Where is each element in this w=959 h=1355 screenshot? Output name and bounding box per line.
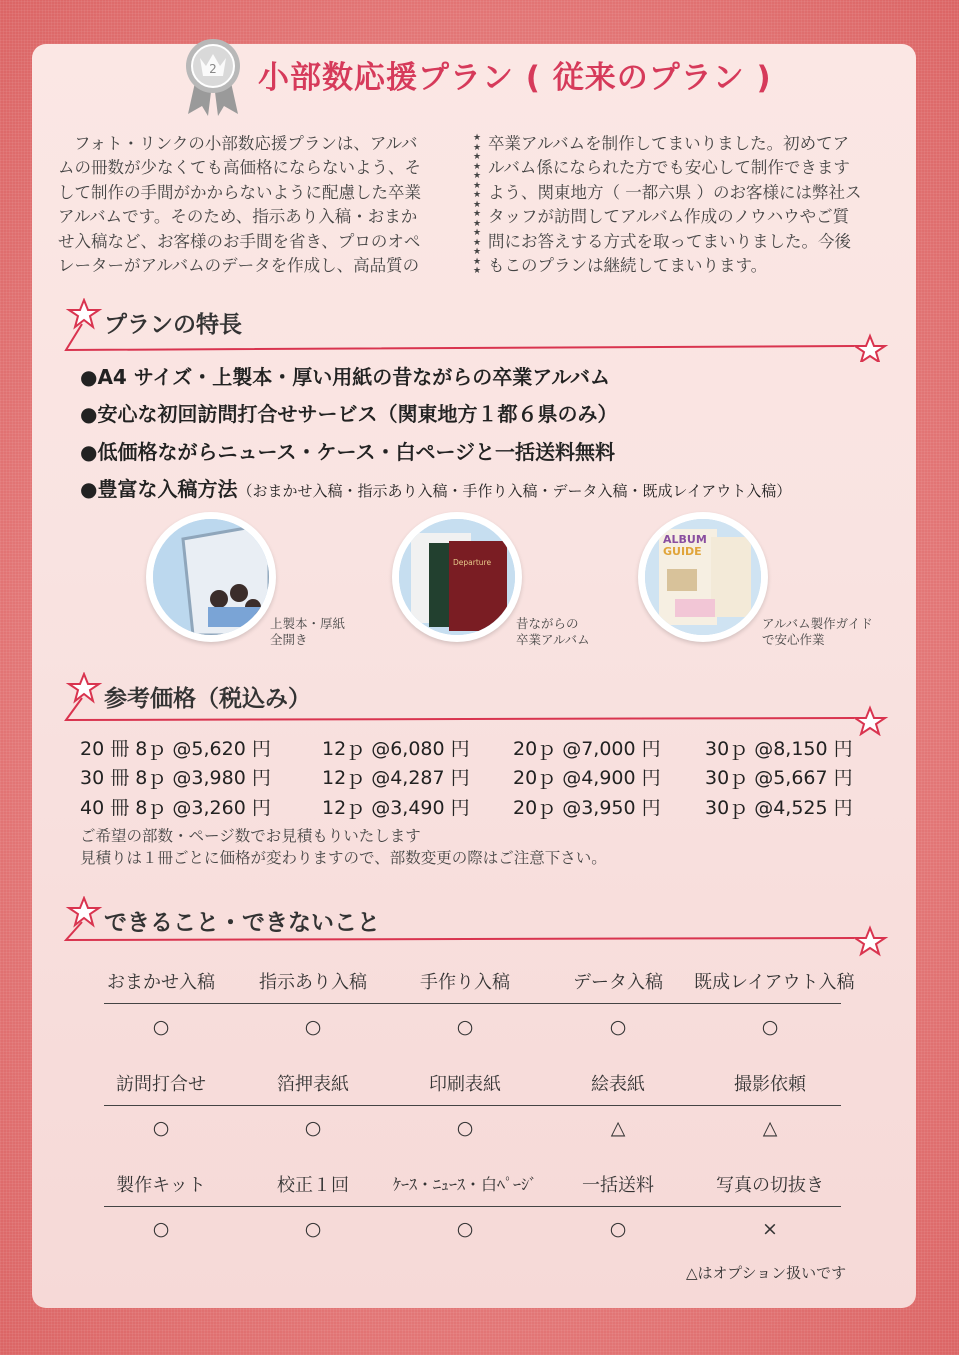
section-title: プランの特長 <box>104 312 242 338</box>
section-heading-abilities <box>62 896 892 956</box>
ability-mark: ○ <box>456 1117 474 1139</box>
intro-line: して制作の手間がかからないように配慮した卒業 <box>58 182 421 202</box>
intro-right <box>488 132 898 278</box>
ability-mark: ○ <box>609 1016 627 1038</box>
table-divider <box>104 1003 841 1004</box>
ability-mark: ○ <box>456 1016 474 1038</box>
ability-label: 指示あり入稿 <box>259 972 367 993</box>
intro-left <box>58 132 468 278</box>
ability-label: 箔押表紙 <box>277 1074 349 1095</box>
ability-label: 校正１回 <box>277 1175 349 1196</box>
ability-mark: ○ <box>152 1117 170 1139</box>
intro-line: よう、関東地方（ 一都六県 ）のお客様には弊社ス <box>488 182 862 202</box>
ability-label: 製作キット <box>116 1175 206 1196</box>
price-cell: 12ｐ @6,080 円 <box>322 738 470 760</box>
guide-text: ALBUM <box>663 533 707 546</box>
intro-line: 卒業アルバムを制作してまいりました。初めてア <box>488 134 850 153</box>
ability-label: 既成レイアウト入稿 <box>694 972 855 993</box>
ability-mark: ○ <box>609 1218 627 1240</box>
section-title: 参考価格（税込み） <box>104 686 311 712</box>
price-cell: 20ｐ @3,950 円 <box>513 797 661 819</box>
star-divider: ★ ★ ★ ★ ★ ★ ★ ★ ★ ★ ★ ★ ★ ★ ★ <box>472 133 482 276</box>
ability-label: 絵表紙 <box>591 1074 645 1095</box>
ability-label: おまかせ入稿 <box>107 972 215 993</box>
album-page-image <box>153 519 269 635</box>
ability-mark: ○ <box>304 1016 322 1038</box>
feature-main: ●豊富な入稿方法 <box>80 477 238 501</box>
photo-classic-album <box>392 512 522 642</box>
ability-label: 撮影依頼 <box>734 1074 806 1095</box>
ability-mark: ○ <box>761 1016 779 1038</box>
intro-line: フォト・リンクの小部数応援プランは、アルバ <box>74 134 418 153</box>
ability-label: 手作り入稿 <box>420 972 510 993</box>
table-divider <box>104 1105 841 1106</box>
caption-line: 上製本・厚紙 <box>270 616 346 631</box>
ability-mark: ○ <box>152 1218 170 1240</box>
ability-label: 写真の切抜き <box>716 1175 824 1196</box>
price-cell: 12ｐ @4,287 円 <box>322 767 470 789</box>
ability-mark: ○ <box>304 1218 322 1240</box>
section-heading-prices <box>62 672 892 732</box>
book-image <box>399 519 515 635</box>
feature-item: ●A4 サイズ・上製本・厚い用紙の昔ながらの卒業アルバム <box>80 365 611 389</box>
feature-item: ●低価格ながらニュース・ケース・白ページと一括送料無料 <box>80 440 616 464</box>
caption-line: 卒業アルバム <box>516 632 590 647</box>
photo-hardcover <box>146 512 276 642</box>
ability-mark: △ <box>610 1117 626 1139</box>
price-cell: 30ｐ @5,667 円 <box>705 767 853 789</box>
price-cell: 20ｐ @7,000 円 <box>513 738 661 760</box>
price-note: ご希望の部数・ページ数でお見積もりいたします <box>80 827 421 845</box>
ability-mark: × <box>762 1218 778 1240</box>
price-note: 見積りは１冊ごとに価格が変わりますので、部数変更の際はご注意下さい。 <box>80 849 607 867</box>
feature-item <box>80 473 791 502</box>
caption-line: 昔ながらの <box>516 616 579 631</box>
badge-number: 2 <box>209 62 217 76</box>
intro-line: 問にお答えする方式を取ってまいりました。今後 <box>488 231 851 251</box>
intro-line: アルバムです。そのため、指示あり入稿・おまか <box>58 207 418 227</box>
caption-line: 全開き <box>270 632 308 647</box>
photo-caption <box>762 616 873 648</box>
price-cell: 30ｐ @8,150 円 <box>705 738 853 760</box>
page-title: 小部数応援プラン ( 従来のプラン ) <box>258 60 772 96</box>
ability-label: 一括送料 <box>582 1175 654 1196</box>
price-cell: 30ｐ @4,525 円 <box>705 797 853 819</box>
guide-text: GUIDE <box>663 545 702 558</box>
price-cell: 40 冊 8ｐ @3,260 円 <box>80 797 271 819</box>
table-divider <box>104 1206 841 1207</box>
section-title: できること・できないこと <box>104 910 380 936</box>
rank-medal-icon <box>178 36 248 116</box>
feature-sub: （おまかせ入稿・指示あり入稿・手作り入稿・データ入稿・既成レイアウト入稿） <box>237 482 792 500</box>
price-cell: 20 冊 8ｐ @5,620 円 <box>80 738 271 760</box>
ability-label: データ入稿 <box>573 972 663 993</box>
ability-mark: ○ <box>304 1117 322 1139</box>
ability-label: 訪問打合せ <box>116 1074 206 1095</box>
section-heading-features <box>62 298 892 358</box>
intro-line: せ入稿など、お客様のお手間を省き、プロのオペ <box>58 231 421 251</box>
intro-line: ルバム係になられた方でも安心して制作できます <box>488 158 850 178</box>
intro-line: レーターがアルバムのデータを作成し、高品質の <box>58 256 420 276</box>
ability-mark: ○ <box>456 1218 474 1240</box>
ability-label: ｹｰｽ・ﾆｭｰｽ・白ﾍﾟｰｼﾞ <box>392 1175 537 1194</box>
photo-album-guide <box>638 512 768 642</box>
ability-label: 印刷表紙 <box>429 1074 501 1095</box>
ability-mark: △ <box>762 1117 778 1139</box>
ability-mark: ○ <box>152 1016 170 1038</box>
price-cell: 20ｐ @4,900 円 <box>513 767 661 789</box>
book-title: Departure <box>453 558 492 567</box>
caption-line: アルバム製作ガイド <box>762 616 873 631</box>
intro-line: ムの冊数が少なくても高価格にならないよう、そ <box>58 158 421 178</box>
price-cell: 12ｐ @3,490 円 <box>322 797 470 819</box>
option-footnote: △はオプション扱いです <box>686 1264 847 1282</box>
photo-caption <box>270 616 345 648</box>
guide-image <box>645 519 761 635</box>
photo-caption <box>516 616 590 648</box>
intro-line: タッフが訪問してアルバム作成のノウハウやご質 <box>488 207 850 227</box>
price-cell: 30 冊 8ｐ @3,980 円 <box>80 767 271 789</box>
caption-line: で安心作業 <box>762 632 825 647</box>
feature-item: ●安心な初回訪問打合せサービス（関東地方１都６県のみ） <box>80 402 618 426</box>
intro-line: もこのプランは継続してまいります。 <box>488 256 768 276</box>
